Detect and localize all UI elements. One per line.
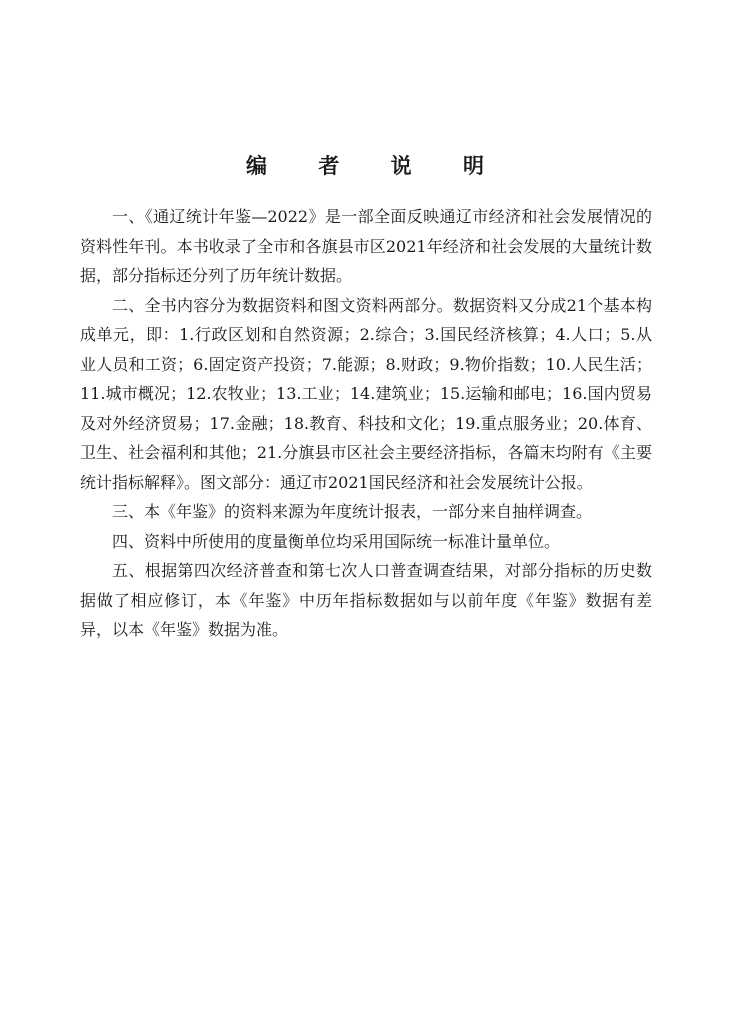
- paragraph-5: 五、根据第四次经济普查和第七次人口普查调查结果，对部分指标的历史数据做了相应修订，本《年鉴》中历年指标数据如与以前年度《年鉴》数据有差异，以本《年鉴》数据为准。: [80, 561, 652, 639]
- paragraph-4: 四、资料中所使用的度量衡单位均采用国际统一标准计量单位。: [112, 531, 561, 551]
- paragraph-3: 三、本《年鉴》的资料来源为年度统计报表，一部分来自抽样调查。: [112, 502, 593, 521]
- paragraph-2: 二、全书内容分为数据资料和图文资料两部分。数据资料又分成21个基本构成单元，即：1.行政区划和自然资源；2.综合；3.国民经济核算；4.人口；5.从业人员和工资；6.固定资产投资；7.能源；8.财政；9.物价指数；10.人民生活；11.城市概况；12.农牧业；13.工业；14.建筑业；15.运输和邮电；16.国内贸易及对外经济贸易；17.金融；18.教育、科技和文化；19.重点服务业；20.体育、卫生、社会福利和其他；21.分旗县市区社会主要经济指标，各篇末均附有《主要统计指标解释》。图文部分：通辽市2021国民经济和社会发展统计公报。: [80, 295, 652, 492]
- paragraph-1: 一、《通辽统计年鉴—2022》是一部全面反映通辽市经济和社会发展情况的资料性年刊。本书收录了全市和各旗县市区2021年经济和社会发展的大量统计数据，部分指标还分列了历年统计数据。: [80, 207, 652, 285]
- body-text: [80, 202, 652, 645]
- page-title: 编 者 说 明: [246, 153, 506, 178]
